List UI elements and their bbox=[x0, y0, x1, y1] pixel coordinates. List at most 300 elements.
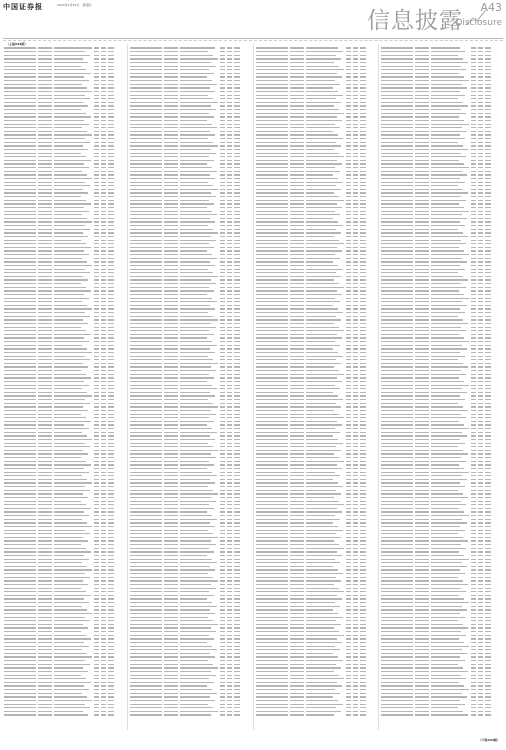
table-cell bbox=[108, 207, 114, 208]
table-cell bbox=[478, 486, 483, 487]
table-cell bbox=[54, 76, 84, 77]
table-cell bbox=[353, 84, 358, 85]
table-row bbox=[130, 196, 253, 198]
table-row bbox=[256, 497, 379, 499]
table-cell bbox=[415, 279, 429, 280]
table-cell bbox=[360, 374, 366, 375]
table-row bbox=[130, 602, 253, 604]
table-cell bbox=[227, 200, 232, 201]
table-cell bbox=[164, 225, 178, 226]
table-cell bbox=[415, 559, 429, 560]
table-cell bbox=[290, 265, 304, 266]
table-row bbox=[381, 446, 504, 448]
table-cell bbox=[290, 203, 304, 204]
table-cell bbox=[108, 642, 114, 643]
table-cell bbox=[360, 551, 366, 552]
table-cell bbox=[227, 711, 232, 712]
table-cell bbox=[360, 606, 366, 607]
table-cell bbox=[4, 519, 36, 520]
table-row bbox=[4, 207, 127, 209]
table-cell bbox=[360, 609, 366, 610]
table-cell bbox=[94, 486, 99, 487]
table-row bbox=[130, 62, 253, 64]
table-cell bbox=[54, 562, 82, 563]
table-cell bbox=[38, 403, 52, 404]
table-row bbox=[381, 522, 504, 524]
table-row bbox=[130, 547, 253, 549]
table-row bbox=[130, 236, 253, 238]
table-row bbox=[4, 471, 127, 473]
table-cell bbox=[108, 84, 114, 85]
table-cell bbox=[353, 298, 358, 299]
table-cell bbox=[306, 348, 333, 349]
table-cell bbox=[353, 515, 358, 516]
table-cell bbox=[38, 482, 52, 483]
table-row bbox=[256, 576, 379, 578]
table-cell bbox=[38, 671, 52, 672]
table-cell bbox=[38, 443, 52, 444]
table-cell bbox=[485, 385, 491, 386]
table-cell bbox=[346, 131, 351, 132]
table-cell bbox=[431, 522, 467, 523]
table-cell bbox=[108, 504, 114, 505]
table-cell bbox=[346, 138, 351, 139]
table-row bbox=[256, 319, 379, 321]
table-cell bbox=[306, 595, 337, 596]
table-row bbox=[4, 156, 127, 158]
table-cell bbox=[101, 348, 106, 349]
table-cell bbox=[94, 392, 99, 393]
table-cell bbox=[101, 203, 106, 204]
table-cell bbox=[381, 330, 413, 331]
table-cell bbox=[471, 312, 476, 313]
table-cell bbox=[108, 620, 114, 621]
table-cell bbox=[381, 515, 413, 516]
table-cell bbox=[130, 225, 162, 226]
table-cell bbox=[415, 84, 429, 85]
table-cell bbox=[101, 87, 106, 88]
table-cell bbox=[234, 142, 240, 143]
table-cell bbox=[130, 443, 162, 444]
table-cell bbox=[180, 131, 210, 132]
table-cell bbox=[94, 167, 99, 168]
table-cell bbox=[54, 533, 90, 534]
table-cell bbox=[256, 323, 288, 324]
table-cell bbox=[108, 200, 114, 201]
table-cell bbox=[431, 421, 459, 422]
table-cell bbox=[4, 319, 36, 320]
table-cell bbox=[346, 232, 351, 233]
table-cell bbox=[101, 591, 106, 592]
table-cell bbox=[290, 414, 304, 415]
table-cell bbox=[485, 551, 491, 552]
table-row bbox=[130, 435, 253, 437]
table-cell bbox=[360, 58, 366, 59]
table-cell bbox=[471, 453, 476, 454]
table-cell bbox=[234, 156, 240, 157]
table-cell bbox=[180, 91, 215, 92]
table-cell bbox=[360, 475, 366, 476]
table-cell bbox=[130, 312, 162, 313]
table-cell bbox=[234, 508, 240, 509]
table-cell bbox=[101, 167, 106, 168]
table-cell bbox=[94, 312, 99, 313]
table-cell bbox=[478, 91, 483, 92]
table-cell bbox=[54, 207, 84, 208]
table-cell bbox=[234, 421, 240, 422]
table-cell bbox=[306, 435, 333, 436]
table-cell bbox=[353, 109, 358, 110]
table-cell bbox=[54, 312, 85, 313]
table-row bbox=[4, 478, 127, 480]
table-row bbox=[4, 710, 127, 712]
table-cell bbox=[256, 345, 288, 346]
table-cell bbox=[108, 334, 114, 335]
table-cell bbox=[471, 308, 476, 309]
table-cell bbox=[4, 182, 36, 183]
table-cell bbox=[360, 711, 366, 712]
table-cell bbox=[256, 142, 288, 143]
table-row bbox=[381, 207, 504, 209]
table-cell bbox=[94, 182, 99, 183]
table-row bbox=[130, 199, 253, 201]
table-cell bbox=[234, 178, 240, 179]
table-cell bbox=[290, 327, 304, 328]
table-cell bbox=[220, 406, 225, 407]
table-cell bbox=[54, 660, 85, 661]
table-cell bbox=[4, 653, 36, 654]
table-row bbox=[130, 402, 253, 404]
table-cell bbox=[346, 675, 351, 676]
table-cell bbox=[108, 461, 114, 462]
table-cell bbox=[4, 174, 36, 175]
table-cell bbox=[353, 675, 358, 676]
table-cell bbox=[180, 403, 213, 404]
table-cell bbox=[108, 432, 114, 433]
table-cell bbox=[485, 124, 491, 125]
table-cell bbox=[180, 334, 214, 335]
table-cell bbox=[130, 515, 162, 516]
table-cell bbox=[360, 555, 366, 556]
table-cell bbox=[4, 642, 36, 643]
table-row bbox=[4, 232, 127, 234]
table-cell bbox=[485, 464, 491, 465]
table-cell bbox=[4, 689, 36, 690]
table-cell bbox=[220, 649, 225, 650]
table-cell bbox=[54, 620, 90, 621]
table-cell bbox=[234, 247, 240, 248]
table-cell bbox=[381, 497, 413, 498]
table-cell bbox=[306, 479, 333, 480]
table-cell bbox=[54, 490, 90, 491]
table-cell bbox=[346, 588, 351, 589]
table-cell bbox=[431, 229, 458, 230]
table-cell bbox=[346, 649, 351, 650]
table-cell bbox=[94, 493, 99, 494]
table-cell bbox=[234, 569, 240, 570]
table-cell bbox=[360, 410, 366, 411]
table-cell bbox=[431, 120, 464, 121]
table-row bbox=[256, 526, 379, 528]
table-cell bbox=[256, 98, 288, 99]
table-cell bbox=[471, 381, 476, 382]
table-cell bbox=[360, 530, 366, 531]
table-cell bbox=[485, 439, 491, 440]
table-cell bbox=[101, 185, 106, 186]
table-cell bbox=[108, 667, 114, 668]
table-cell bbox=[234, 298, 240, 299]
table-cell bbox=[164, 363, 178, 364]
table-cell bbox=[306, 160, 337, 161]
table-cell bbox=[415, 406, 429, 407]
table-cell bbox=[256, 675, 288, 676]
table-cell bbox=[164, 127, 178, 128]
table-cell bbox=[360, 464, 366, 465]
table-cell bbox=[234, 399, 240, 400]
table-cell bbox=[346, 203, 351, 204]
table-cell bbox=[130, 91, 162, 92]
table-cell bbox=[360, 707, 366, 708]
table-cell bbox=[290, 356, 304, 357]
table-cell bbox=[346, 374, 351, 375]
table-row bbox=[4, 87, 127, 89]
table-cell bbox=[130, 236, 162, 237]
table-cell bbox=[381, 540, 413, 541]
table-row bbox=[4, 333, 127, 335]
table-cell bbox=[227, 479, 232, 480]
table-cell bbox=[431, 276, 463, 277]
table-row bbox=[4, 431, 127, 433]
table-row bbox=[381, 464, 504, 466]
table-cell bbox=[130, 149, 162, 150]
table-row bbox=[4, 464, 127, 466]
table-cell bbox=[101, 76, 106, 77]
table-cell bbox=[54, 591, 86, 592]
table-cell bbox=[38, 330, 52, 331]
table-cell bbox=[360, 598, 366, 599]
table-cell bbox=[101, 617, 106, 618]
table-row bbox=[256, 674, 379, 676]
table-cell bbox=[306, 134, 338, 135]
table-cell bbox=[360, 341, 366, 342]
table-cell bbox=[234, 461, 240, 462]
table-cell bbox=[290, 116, 304, 117]
table-cell bbox=[306, 591, 344, 592]
table-cell bbox=[130, 145, 162, 146]
table-cell bbox=[256, 678, 288, 679]
table-row bbox=[4, 109, 127, 111]
table-cell bbox=[306, 403, 336, 404]
table-cell bbox=[360, 493, 366, 494]
table-cell bbox=[290, 656, 304, 657]
table-cell bbox=[164, 345, 178, 346]
table-cell bbox=[164, 468, 178, 469]
table-cell bbox=[306, 642, 342, 643]
table-row bbox=[381, 544, 504, 546]
table-cell bbox=[471, 167, 476, 168]
table-row bbox=[256, 413, 379, 415]
table-cell bbox=[94, 229, 99, 230]
table-cell bbox=[54, 464, 91, 465]
table-cell bbox=[415, 403, 429, 404]
table-cell bbox=[306, 287, 344, 288]
table-cell bbox=[256, 196, 288, 197]
table-cell bbox=[220, 236, 225, 237]
table-cell bbox=[234, 580, 240, 581]
table-cell bbox=[220, 247, 225, 248]
table-cell bbox=[108, 468, 114, 469]
table-cell bbox=[290, 381, 304, 382]
table-cell bbox=[360, 261, 366, 262]
table-cell bbox=[360, 569, 366, 570]
table-cell bbox=[485, 345, 491, 346]
table-cell bbox=[256, 377, 288, 378]
table-cell bbox=[38, 69, 52, 70]
table-cell bbox=[164, 417, 178, 418]
table-cell bbox=[94, 203, 99, 204]
table-row bbox=[4, 337, 127, 339]
table-cell bbox=[164, 493, 178, 494]
table-cell bbox=[4, 580, 36, 581]
table-cell bbox=[54, 551, 91, 552]
table-cell bbox=[346, 145, 351, 146]
table-cell bbox=[290, 435, 304, 436]
table-cell bbox=[180, 243, 209, 244]
table-cell bbox=[220, 51, 225, 52]
table-row bbox=[130, 384, 253, 386]
table-cell bbox=[360, 345, 366, 346]
table-cell bbox=[180, 548, 209, 549]
table-cell bbox=[108, 443, 114, 444]
table-cell bbox=[180, 305, 210, 306]
table-cell bbox=[180, 435, 210, 436]
table-cell bbox=[353, 370, 358, 371]
table-cell bbox=[431, 388, 462, 389]
table-row bbox=[130, 152, 253, 154]
table-cell bbox=[220, 540, 225, 541]
table-cell bbox=[256, 435, 288, 436]
table-cell bbox=[234, 468, 240, 469]
table-cell bbox=[220, 638, 225, 639]
table-cell bbox=[38, 385, 52, 386]
table-cell bbox=[220, 598, 225, 599]
table-cell bbox=[381, 76, 413, 77]
table-cell bbox=[227, 453, 232, 454]
table-cell bbox=[485, 69, 491, 70]
table-cell bbox=[485, 153, 491, 154]
table-cell bbox=[471, 211, 476, 212]
table-cell bbox=[478, 116, 483, 117]
table-row bbox=[381, 515, 504, 517]
table-cell bbox=[227, 356, 232, 357]
table-row bbox=[256, 681, 379, 683]
table-cell bbox=[415, 91, 429, 92]
table-cell bbox=[290, 385, 304, 386]
table-cell bbox=[227, 693, 232, 694]
table-row bbox=[4, 178, 127, 180]
table-cell bbox=[220, 192, 225, 193]
table-cell bbox=[130, 457, 162, 458]
table-cell bbox=[256, 120, 288, 121]
table-cell bbox=[164, 377, 178, 378]
table-cell bbox=[478, 254, 483, 255]
table-cell bbox=[353, 580, 358, 581]
table-cell bbox=[346, 642, 351, 643]
table-cell bbox=[54, 366, 88, 367]
table-cell bbox=[101, 120, 106, 121]
table-cell bbox=[54, 232, 83, 233]
table-row bbox=[4, 696, 127, 698]
table-cell bbox=[485, 482, 491, 483]
table-cell bbox=[478, 214, 483, 215]
table-cell bbox=[108, 87, 114, 88]
table-cell bbox=[164, 265, 178, 266]
table-cell bbox=[4, 403, 36, 404]
table-cell bbox=[54, 671, 88, 672]
table-cell bbox=[353, 203, 358, 204]
table-cell bbox=[94, 664, 99, 665]
table-cell bbox=[108, 707, 114, 708]
table-cell bbox=[101, 511, 106, 512]
table-cell bbox=[4, 55, 36, 56]
table-cell bbox=[234, 453, 240, 454]
table-cell bbox=[346, 240, 351, 241]
table-cell bbox=[180, 606, 217, 607]
table-row bbox=[381, 250, 504, 252]
table-cell bbox=[108, 134, 114, 135]
table-row bbox=[381, 152, 504, 154]
table-row bbox=[381, 312, 504, 314]
table-cell bbox=[415, 153, 429, 154]
table-cell bbox=[220, 555, 225, 556]
table-cell bbox=[471, 410, 476, 411]
table-row bbox=[256, 272, 379, 274]
table-cell bbox=[38, 555, 52, 556]
table-row bbox=[256, 167, 379, 169]
table-cell bbox=[415, 598, 429, 599]
table-cell bbox=[4, 240, 36, 241]
table-cell bbox=[227, 551, 232, 552]
table-cell bbox=[290, 377, 304, 378]
table-cell bbox=[94, 385, 99, 386]
table-row bbox=[256, 239, 379, 241]
table-cell bbox=[290, 127, 304, 128]
table-cell bbox=[220, 131, 225, 132]
table-cell bbox=[290, 700, 304, 701]
table-cell bbox=[108, 232, 114, 233]
table-cell bbox=[4, 305, 36, 306]
table-row bbox=[130, 178, 253, 180]
table-row bbox=[4, 446, 127, 448]
table-cell bbox=[256, 617, 288, 618]
table-row bbox=[130, 609, 253, 611]
table-cell bbox=[180, 153, 216, 154]
table-cell bbox=[290, 156, 304, 157]
table-cell bbox=[485, 399, 491, 400]
table-cell bbox=[164, 337, 178, 338]
table-cell bbox=[485, 200, 491, 201]
table-cell bbox=[101, 526, 106, 527]
table-cell bbox=[94, 649, 99, 650]
table-cell bbox=[346, 105, 351, 106]
table-cell bbox=[290, 696, 304, 697]
table-row bbox=[130, 652, 253, 654]
table-row bbox=[130, 261, 253, 263]
table-row bbox=[381, 236, 504, 238]
table-cell bbox=[381, 399, 413, 400]
table-cell bbox=[227, 341, 232, 342]
table-cell bbox=[108, 675, 114, 676]
